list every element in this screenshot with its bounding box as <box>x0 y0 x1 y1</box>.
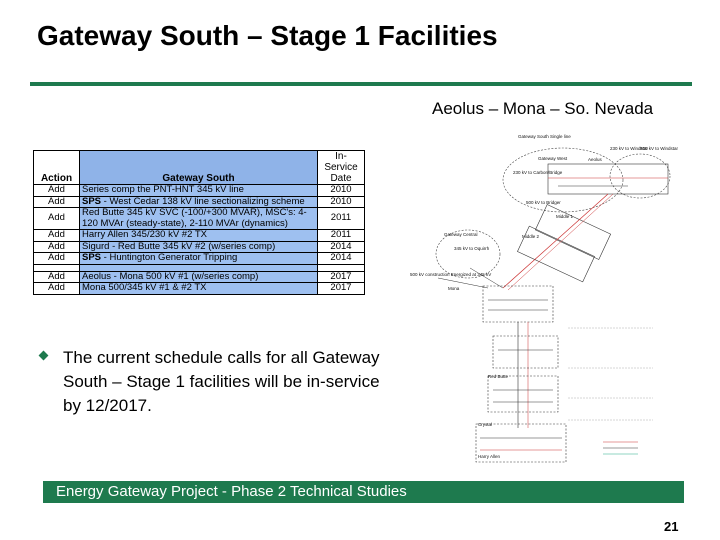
row-date: 2011 <box>318 208 365 230</box>
row-project-rest: - West Cedar 138 kV line sectionalizing scheme <box>101 195 305 207</box>
gateway-central-cloud <box>436 230 500 278</box>
header-action: Action <box>34 151 80 185</box>
table-row <box>34 208 365 230</box>
label-middle-2: Middle 2 <box>522 234 540 239</box>
label-crystal: Crystal <box>478 422 493 427</box>
label-middle-1: Middle 1 <box>556 214 574 219</box>
table-row <box>34 253 365 265</box>
table-row <box>34 230 365 242</box>
row-project <box>80 253 318 265</box>
row-project-rest: - Huntington Generator Tripping <box>101 252 238 263</box>
bullet-text: The current schedule calls for all Gateway South – Stage 1 facilities will be in-service by 12/2017. <box>63 348 380 415</box>
row-project: Series comp the PNT-HNT 345 kV line <box>80 185 318 197</box>
row-action: Add <box>34 271 80 283</box>
title-divider <box>30 82 692 86</box>
label-to-carbon-bridge: 230 kV to Carbon/Bridge <box>513 170 563 175</box>
row-project: Harry Allen 345/230 kV #2 TX <box>80 230 318 242</box>
row-date: 2010 <box>318 185 365 197</box>
label-gateway-west: Gateway West <box>538 156 568 161</box>
row-date: 2014 <box>318 253 365 265</box>
table-row <box>34 271 365 283</box>
label-aeolus: Aeolus <box>588 157 602 162</box>
label-harry-allen: Harry Allen <box>478 454 501 459</box>
row-date: 2010 <box>318 196 365 208</box>
row-action: Add <box>34 185 80 197</box>
slide-subtitle: Aeolus – Mona – So. Nevada <box>432 99 654 118</box>
page-number: 21 <box>664 519 679 534</box>
aeolus-substation <box>548 164 668 194</box>
slide-title: Gateway South – Stage 1 Facilities <box>37 20 498 51</box>
row-action: Add <box>34 253 80 265</box>
row-date: 2017 <box>318 283 365 295</box>
row-action: Add <box>34 230 80 242</box>
table-row <box>34 185 365 197</box>
label-red-butte: Red Butte <box>488 374 509 379</box>
middle-1-substation <box>535 205 610 260</box>
row-action: Add <box>34 241 80 253</box>
row-date: 2014 <box>318 241 365 253</box>
label-gateway-central: Gateway Central <box>444 232 478 237</box>
row-action: Add <box>34 283 80 295</box>
row-project: Sigurd - Red Butte 345 kV #2 (w/series comp) <box>80 241 318 253</box>
bullet-diamond-icon <box>39 351 49 361</box>
footer-bar <box>43 481 684 503</box>
label-to-windstar-230: 230 kV to Windstar <box>610 146 649 151</box>
row-date: 2017 <box>318 271 365 283</box>
label-to-oquirrh: 345 kV to Oquirrh <box>454 246 490 251</box>
label-to-bridger: 500 kV to Bridger <box>526 200 561 205</box>
row-date: 2011 <box>318 230 365 242</box>
diagram-title: Gateway South Single line <box>518 134 571 139</box>
row-action: Add <box>34 196 80 208</box>
footer-text: Energy Gateway Project - Phase 2 Technical Studies <box>56 483 407 500</box>
sigurd-substation <box>493 336 558 368</box>
header-date: In-Service Date <box>318 151 365 185</box>
red-butte-substation <box>488 376 558 412</box>
row-project <box>80 196 318 208</box>
mona-substation <box>483 286 553 322</box>
table-row <box>34 196 365 208</box>
row-project: Red Butte 345 kV SVC (-100/+300 MVAR), MSC's: 4-120 MVAr (steady-state), 2-110 MVAr (dynamics) <box>80 208 318 230</box>
table-spacer-row <box>34 264 365 271</box>
table-row <box>34 241 365 253</box>
header-project: Gateway South <box>80 151 318 185</box>
row-action: Add <box>34 208 80 230</box>
label-mona: Mona <box>448 286 460 291</box>
windstar-cloud <box>610 154 670 198</box>
label-to-windstar-500: 500 kV to Windstar <box>640 146 679 151</box>
row-project-bold: SPS <box>82 252 102 263</box>
label-construction-note: 500 kV construction Energized at 345 kV <box>410 272 492 277</box>
row-project-bold: SPS <box>82 195 102 207</box>
table-header-row <box>34 151 365 185</box>
schedule-table <box>33 150 365 295</box>
row-project: Aeolus - Mona 500 kV #1 (w/series comp) <box>80 271 318 283</box>
table-row <box>34 283 365 295</box>
row-project: Mona 500/345 kV #1 & #2 TX <box>80 283 318 295</box>
single-line-diagram <box>408 128 690 464</box>
